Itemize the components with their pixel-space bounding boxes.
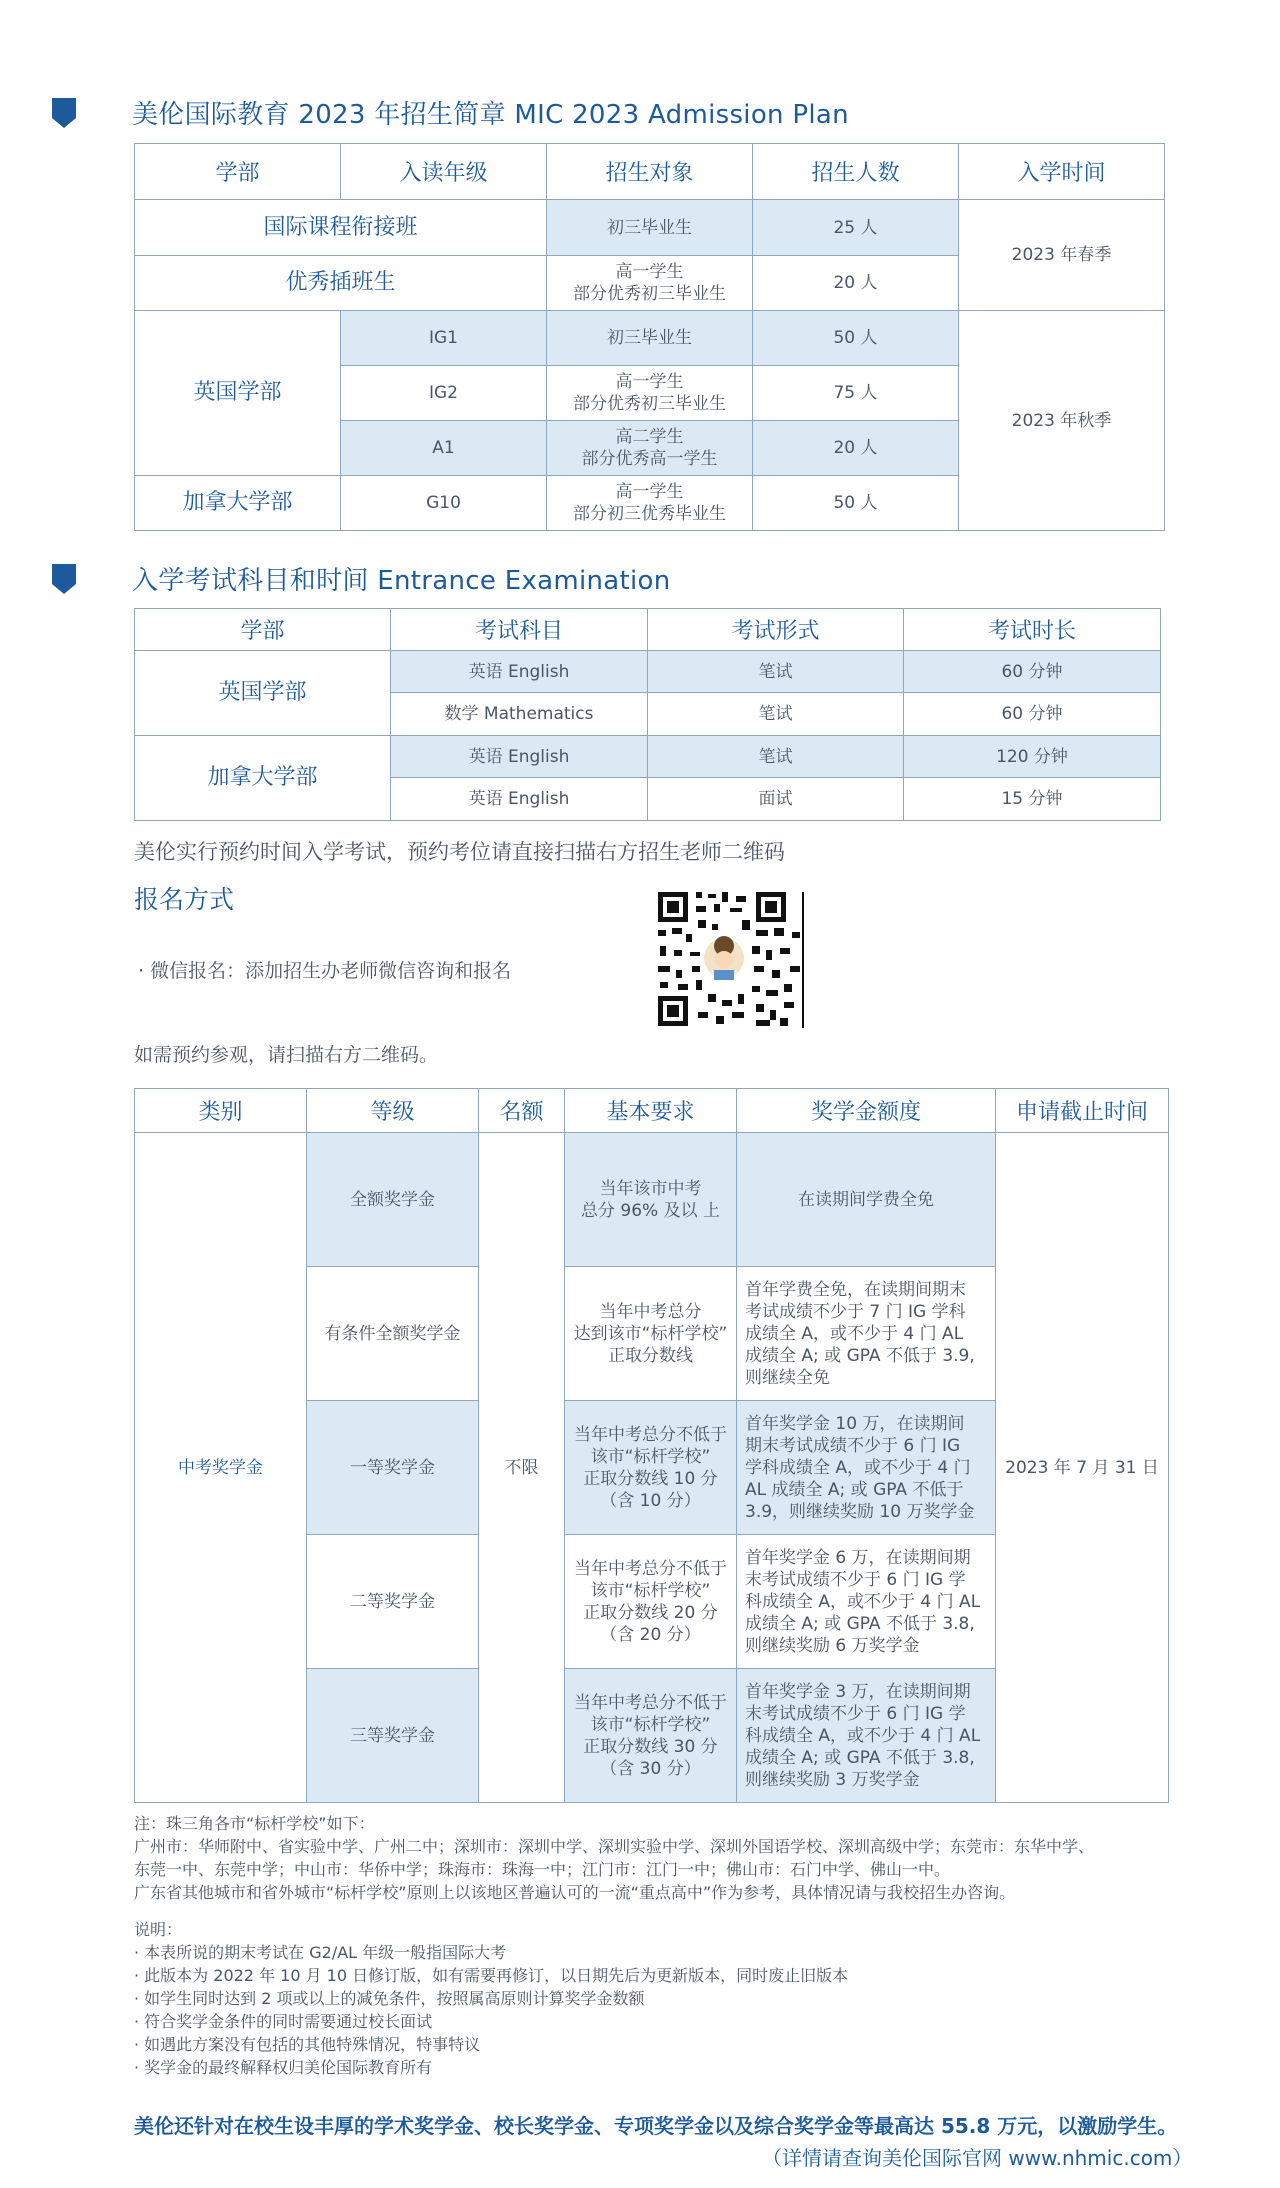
target-cell: 高二学生 部分优秀高一学生: [547, 421, 753, 476]
explain-title: 说明：: [134, 1920, 183, 1939]
count-cell: 20 人: [753, 421, 959, 476]
amount-cell: 在读期间学费全免: [737, 1133, 996, 1267]
duration-cell: 120 分钟: [904, 736, 1161, 778]
grade-cell: IG2: [341, 366, 547, 421]
notes-line: 广州市：华师附中、省实验中学、广州二中；深圳市：深圳中学、深圳实验中学、深圳外国语学校、深圳高级中学；东莞市：东华中学、: [134, 1837, 1095, 1856]
subject-cell: 英语 English: [391, 651, 648, 693]
qr-code-icon[interactable]: [656, 890, 806, 1030]
program-transfer: 优秀插班生: [135, 256, 547, 311]
col-header-amount: 奖学金额度: [737, 1089, 996, 1133]
subject-cell: 英语 English: [391, 736, 648, 778]
subject-cell: 数学 Mathematics: [391, 693, 648, 736]
count-cell: 20 人: [753, 256, 959, 311]
count-cell: 50 人: [753, 476, 959, 531]
explain-line: · 奖学金的最终解释权归美伦国际教育所有: [134, 2058, 433, 2077]
target-cell: 高一学生 部分优秀初三毕业生: [547, 366, 753, 421]
notes-title: 注：珠三角各市“标杆学校”如下：: [134, 1814, 375, 1833]
count-cell: 50 人: [753, 311, 959, 366]
section-exam-header: [52, 560, 671, 597]
dept-uk: 英国学部: [135, 311, 341, 476]
amount-cell: 首年奖学金 10 万，在读期间 期末考试成绩不少于 6 门 IG 学科成绩全 A，或不少于 4 门 AL 成绩全 A; 或 GPA 不低于 3.9，则继续奖励 10 万奖学金: [737, 1401, 996, 1535]
section-admission-title: 美伦国际教育 2023 年招生简章 MIC 2023 Admission Plan: [132, 100, 849, 130]
duration-cell: 60 分钟: [904, 651, 1161, 693]
col-header-dept: 学部: [135, 144, 341, 200]
category-zhongkao: 中考奖学金: [135, 1133, 307, 1803]
explain-line: · 符合奖学金条件的同时需要通过校长面试: [134, 2012, 433, 2031]
visit-note: 如需预约参观，请扫描右方二维码。: [134, 1044, 439, 1066]
target-cell: 初三毕业生: [547, 200, 753, 256]
level-cell: 三等奖学金: [307, 1669, 479, 1803]
start-spring: 2023 年春季: [959, 200, 1165, 311]
dept-canada: 加拿大学部: [135, 476, 341, 531]
deadline-cell: 2023 年 7 月 31 日: [996, 1133, 1169, 1803]
explain-line: · 本表所说的期末考试在 G2/AL 年级一般指国际大考: [134, 1943, 507, 1962]
amount-cell: 首年奖学金 6 万，在读期间期 末考试成绩不少于 6 门 IG 学 科成绩全 A，或不少于 4 门 AL 成绩全 A; 或 GPA 不低于 3.8, 则继续奖励 6 万奖学金: [737, 1535, 996, 1669]
amount-cell: 首年奖学金 3 万，在读期间期 末考试成绩不少于 6 门 IG 学 科成绩全 A，或不少于 4 门 AL 成绩全 A; 或 GPA 不低于 3.8, 则继续奖励 3 万奖学金: [737, 1669, 996, 1803]
col-header-level: 等级: [307, 1089, 479, 1133]
wechat-registration: · 微信报名：添加招生办老师微信咨询和报名: [138, 960, 512, 982]
col-header-form: 考试形式: [648, 609, 904, 651]
notes-line: 广东省其他城市和省外城市“标杆学校”原则上以该地区普遍认可的一流“重点高中”作为参考，具体情况请与我校招生办咨询。: [134, 1883, 1016, 1902]
form-cell: 笔试: [648, 651, 904, 693]
scholarship-table: [134, 1088, 1169, 1803]
section-admission-header: [52, 94, 849, 131]
grade-cell: IG1: [341, 311, 547, 366]
shield-icon: [52, 98, 76, 128]
amount-cell: 首年学费全免，在读期间期末 考试成绩不少于 7 门 IG 学科 成绩全 A，或不少于 4 门 AL 成绩全 A; 或 GPA 不低于 3.9, 则继续全免: [737, 1267, 996, 1401]
count-cell: 25 人: [753, 200, 959, 256]
grade-cell: G10: [341, 476, 547, 531]
explain-line: · 如遇此方案没有包括的其他特殊情况，特事特议: [134, 2035, 481, 2054]
quota-cell: 不限: [479, 1133, 565, 1803]
col-header-deadline: 申请截止时间: [996, 1089, 1169, 1133]
dept-uk: 英国学部: [135, 651, 391, 736]
explain-line: · 此版本为 2022 年 10 月 10 日修订版，如有需要再修订，以日期先后为更新版本，同时废止旧版本: [134, 1966, 849, 1985]
notes-block: [134, 1812, 1194, 2079]
form-cell: 笔试: [648, 736, 904, 778]
col-header-quota: 名额: [479, 1089, 565, 1133]
target-cell: 高一学生 部分初三优秀毕业生: [547, 476, 753, 531]
program-bridge: 国际课程衔接班: [135, 200, 547, 256]
shield-icon: [52, 564, 76, 594]
website-link[interactable]: （详情请查询美伦国际官网 www.nhmic.com）: [762, 2146, 1193, 2170]
section-exam-title: 入学考试科目和时间 Entrance Examination: [132, 566, 671, 596]
col-header-target: 招生对象: [547, 144, 753, 200]
closing-statement: 美伦还针对在校生设丰厚的学术奖学金、校长奖学金、专项奖学金以及综合奖学金等最高达 55.8 万元，以激励学生。: [134, 2114, 1178, 2138]
col-header-count: 招生人数: [753, 144, 959, 200]
level-cell: 二等奖学金: [307, 1535, 479, 1669]
start-autumn: 2023 年秋季: [959, 311, 1165, 531]
duration-cell: 15 分钟: [904, 778, 1161, 821]
level-cell: 全额奖学金: [307, 1133, 479, 1267]
col-header-grade: 入读年级: [341, 144, 547, 200]
target-cell: 初三毕业生: [547, 311, 753, 366]
col-header-duration: 考试时长: [904, 609, 1161, 651]
subject-cell: 英语 English: [391, 778, 648, 821]
duration-cell: 60 分钟: [904, 693, 1161, 736]
col-header-dept: 学部: [135, 609, 391, 651]
requirement-cell: 当年该市中考 总分 96% 及以 上: [565, 1133, 737, 1267]
requirement-cell: 当年中考总分 达到该市“标杆学校” 正取分数线: [565, 1267, 737, 1401]
col-header-start: 入学时间: [959, 144, 1165, 200]
requirement-cell: 当年中考总分不低于 该市“标杆学校” 正取分数线 10 分 （含 10 分）: [565, 1401, 737, 1535]
count-cell: 75 人: [753, 366, 959, 421]
col-header-requirement: 基本要求: [565, 1089, 737, 1133]
registration-title: 报名方式: [134, 885, 235, 914]
level-cell: 有条件全额奖学金: [307, 1267, 479, 1401]
requirement-cell: 当年中考总分不低于 该市“标杆学校” 正取分数线 30 分 （含 30 分）: [565, 1669, 737, 1803]
dept-canada: 加拿大学部: [135, 736, 391, 821]
grade-cell: A1: [341, 421, 547, 476]
form-cell: 笔试: [648, 693, 904, 736]
col-header-category: 类别: [135, 1089, 307, 1133]
level-cell: 一等奖学金: [307, 1401, 479, 1535]
col-header-subject: 考试科目: [391, 609, 648, 651]
target-cell: 高一学生 部分优秀初三毕业生: [547, 256, 753, 311]
admission-table: [134, 143, 1165, 531]
exam-table: [134, 608, 1161, 821]
explain-line: · 如学生同时达到 2 项或以上的减免条件，按照属高原则计算奖学金数额: [134, 1989, 645, 2008]
booking-note: 美伦实行预约时间入学考试，预约考位请直接扫描右方招生老师二维码: [134, 840, 785, 864]
requirement-cell: 当年中考总分不低于 该市“标杆学校” 正取分数线 20 分 （含 20 分）: [565, 1535, 737, 1669]
form-cell: 面试: [648, 778, 904, 821]
notes-line: 东莞一中、东莞中学；中山市：华侨中学；珠海市：珠海一中；江门市：江门一中；佛山市：石门中学、佛山一中。: [134, 1860, 951, 1879]
